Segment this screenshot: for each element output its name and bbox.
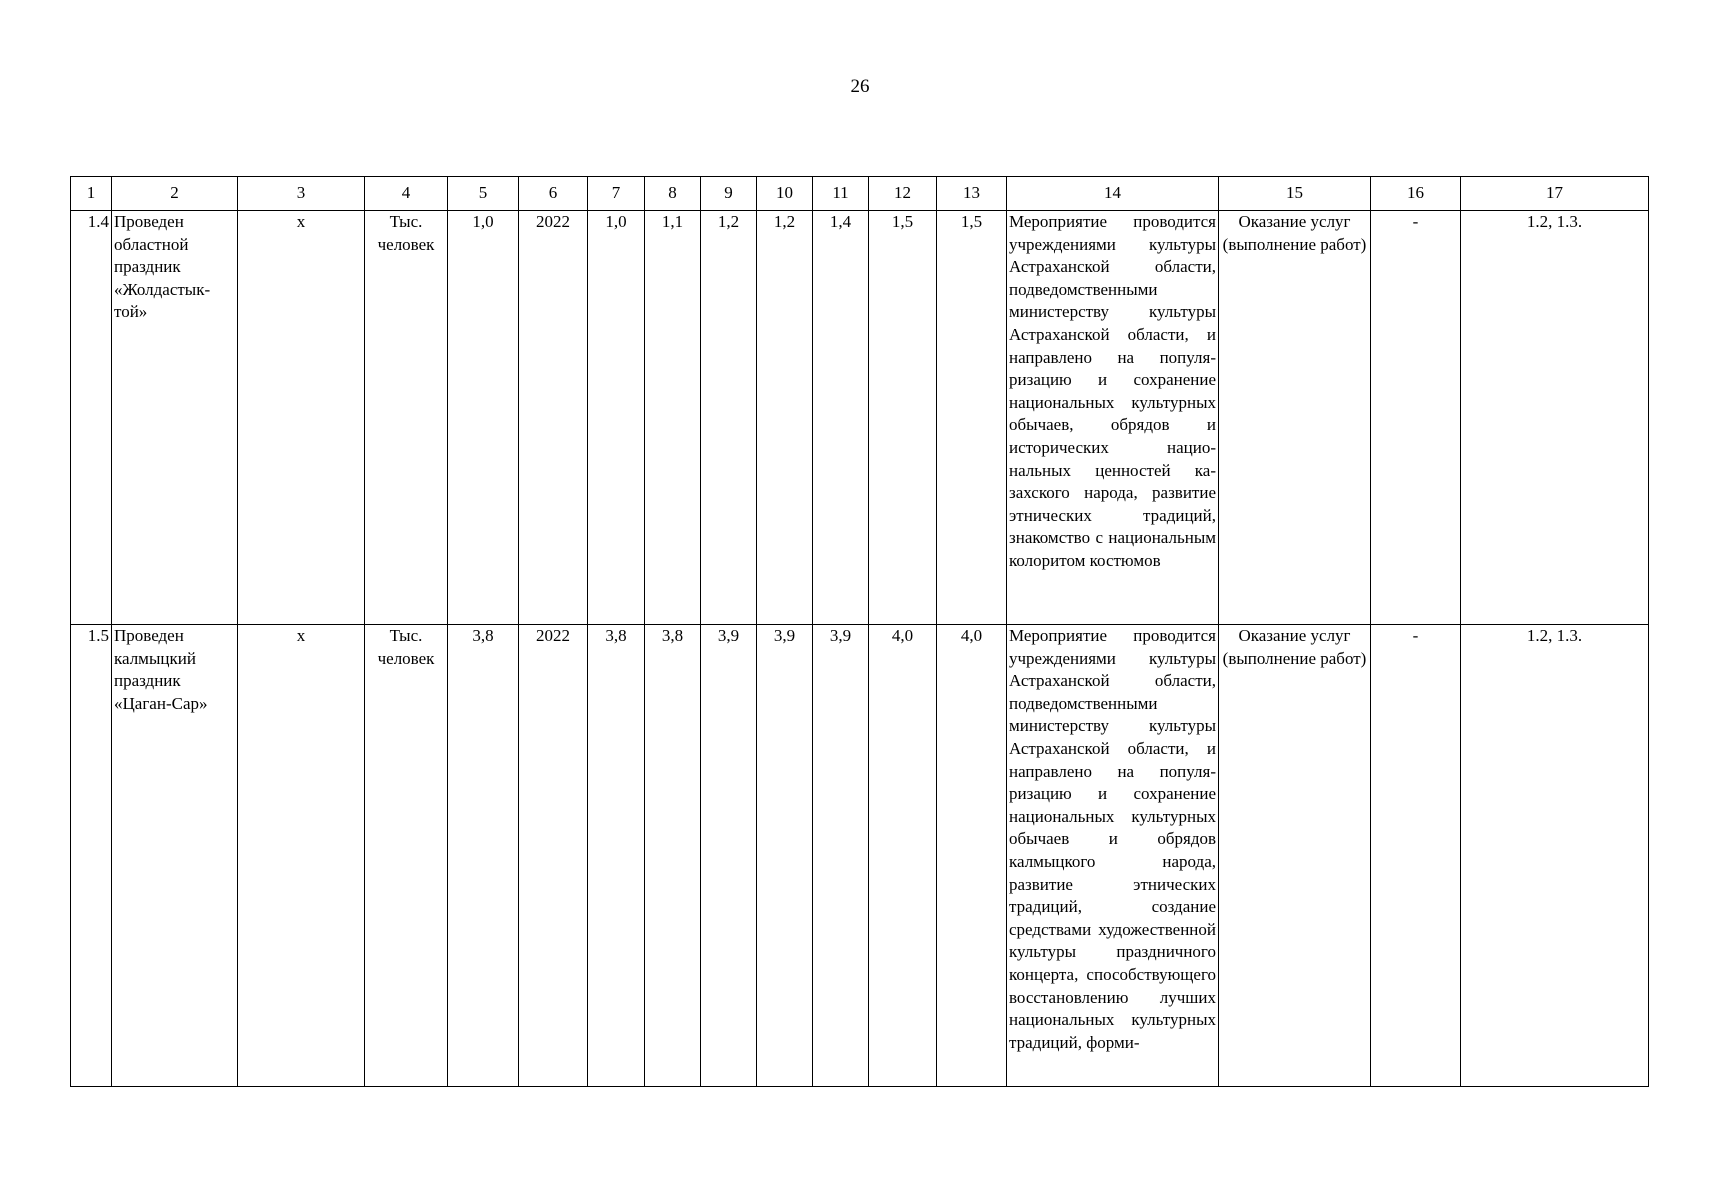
cell-col-10: 3,9 [757,625,813,1087]
data-table [70,176,1649,1087]
table-row [71,625,1649,1087]
cell-col-11: 3,9 [813,625,869,1087]
column-header: 7 [588,177,645,211]
column-header: 15 [1219,177,1371,211]
cell-col-16: - [1371,211,1461,625]
column-header: 9 [701,177,757,211]
cell-col-10: 1,2 [757,211,813,625]
row-number: 1.5 [71,625,112,1087]
cell-col-8: 3,8 [645,625,701,1087]
activity-type: Оказание услуг (выполнение работ) [1219,211,1371,625]
cell-col-9: 1,2 [701,211,757,625]
cell-col-17: 1.2, 1.3. [1461,625,1649,1087]
cell-col-3: х [238,211,365,625]
table-header-row [71,177,1649,211]
cell-col-7: 1,0 [588,211,645,625]
cell-col-9: 3,9 [701,625,757,1087]
unit-cell: Тыс. человек [365,211,448,625]
cell-col-13: 1,5 [937,211,1007,625]
column-header: 16 [1371,177,1461,211]
column-header: 1 [71,177,112,211]
cell-col-5: 1,0 [448,211,519,625]
page-number: 26 [850,76,870,97]
cell-col-8: 1,1 [645,211,701,625]
event-description: Мероприятие проводится учреждениями культуры Астраханской области, подведомственными министерству культуры Астраханской области, и направлено на популяризацию и сохранение национальных культурных обычаев и обрядов калмыцкого народа, развитие этнических традиций, создание средствами художественной культуры праздничного концерта, способствующего восстановлению лучших национальных культурных традиций, форми- [1007,625,1219,1087]
column-header: 5 [448,177,519,211]
cell-col-11: 1,4 [813,211,869,625]
column-header: 12 [869,177,937,211]
cell-col-6: 2022 [519,211,588,625]
column-header: 6 [519,177,588,211]
column-header: 13 [937,177,1007,211]
table-row [71,211,1649,625]
column-header: 10 [757,177,813,211]
column-header: 2 [112,177,238,211]
cell-col-7: 3,8 [588,625,645,1087]
column-header: 17 [1461,177,1649,211]
cell-col-5: 3,8 [448,625,519,1087]
activity-type: Оказание услуг (выполнение работ) [1219,625,1371,1087]
column-header: 3 [238,177,365,211]
event-name: Проведен калмыцкий праздник «Цаган-Сар» [112,625,238,1087]
event-name: Проведен областной праздник «Жолдастык-той» [112,211,238,625]
column-header: 14 [1007,177,1219,211]
event-description: Мероприятие проводится учреждениями культуры Астраханской области, подведомственными министерству культуры Астраханской области, и направлено на популяризацию и сохранение национальных культурных обычаев, обрядов и исторических национальных ценностей казахского народа, развитие этнических традиций, знакомство с национальным колоритом костюмов [1007,211,1219,625]
cell-col-3: х [238,625,365,1087]
cell-col-17: 1.2, 1.3. [1461,211,1649,625]
column-header: 4 [365,177,448,211]
cell-col-6: 2022 [519,625,588,1087]
column-header: 11 [813,177,869,211]
cell-col-12: 4,0 [869,625,937,1087]
cell-col-16: - [1371,625,1461,1087]
cell-col-13: 4,0 [937,625,1007,1087]
row-number: 1.4 [71,211,112,625]
cell-col-12: 1,5 [869,211,937,625]
column-header: 8 [645,177,701,211]
unit-cell: Тыс. человек [365,625,448,1087]
